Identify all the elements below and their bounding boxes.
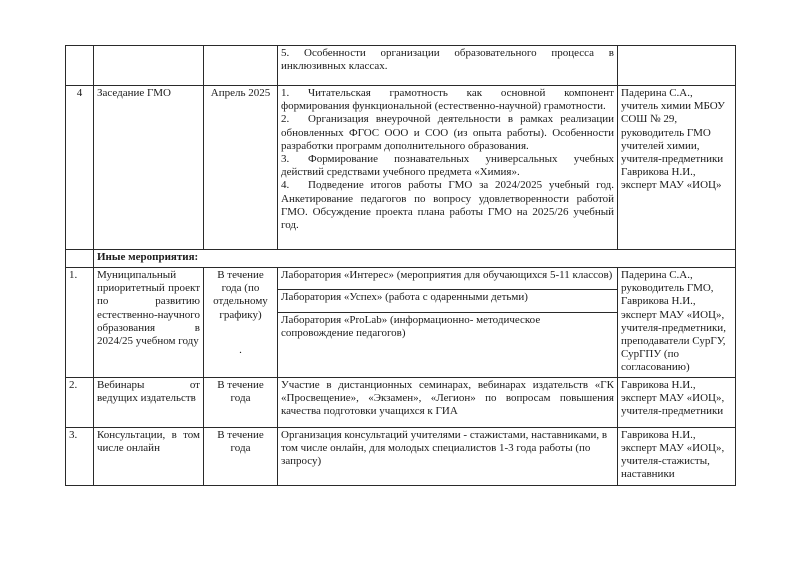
cell-consult-num: 3. [66,427,94,485]
meeting-item-2-text: Организация внеурочной деятельности в рамках реализации обновленных ФГОС ООО и СОО (из опыта работы). Особенности разработки программ дополнительного образования. [281,113,614,152]
row-meeting-4 [66,86,736,250]
cell-continuation-content: 5. Особенности организации образовательного процесса в инклюзивных классах. [278,46,618,86]
cell-lab-interes: Лаборатория «Интерес» (мероприятия для обучающихся 5-11 классов) [278,268,618,290]
row-consultations [66,427,736,485]
cell-consult-date: В течение года [204,427,278,485]
cell-meeting-num: 4 [66,86,94,250]
cell-consult-responsible: Гаврикова Н.И., эксперт МАУ «ИОЦ», учителя-стажисты, наставники [618,427,736,485]
meeting-responsible-1: Падерина С.А., учитель химии МБОУ СОШ № 29, руководитель ГМО учителей химии, учителя-предметники [621,87,725,165]
cell-lab-prolab: Лаборатория «ProLab» (информационно- методическое сопровождение педагогов) [278,312,618,377]
cell-consult-content: Организация консультаций учителями - стажистами, наставниками, в том числе онлайн, для молодых специалистов 1-3 года работы (по запросу) [278,427,618,485]
cell-webinar-num: 2. [66,377,94,427]
cell-webinar-date: В течение года [204,377,278,427]
cell-section-empty [66,250,94,268]
cell-project-responsible: Падерина С.А., руководитель ГМО, Гаврикова Н.И., эксперт МАУ «ИОЦ», учителя-предметники, преподаватели СурГУ, СурГПУ (по согласованию) [618,268,736,378]
meeting-item-1 [281,87,614,113]
cell-lab-uspekh: Лаборатория «Успех» (работа с одаренными детьми) [278,289,618,312]
meeting-item-3 [281,153,614,179]
meeting-item-3-text: Формирование познавательных универсальных учебных действий средствами учебного предмета «Химия». [281,152,614,179]
project-date-text: В течение года (по отдельному графику) [213,269,268,321]
meeting-item-1-text: Читательская грамотность как основной компонент формирования функциональной (естественно-научной) грамотности. [281,87,614,113]
cell-project-title: Муниципальный приоритетный проект по развитию естественно-научного образования в 2024/25 учебном году [94,268,204,378]
cell-meeting-responsible [618,86,736,250]
meeting-item-4-text: Подведение итогов работы ГМО за 2024/2025 учебный год. Анкетирование педагогов по вопросу удовлетворенности работой ГМО. Обсуждение проекта плана работы ГМО на 2025/26 учебный год. [281,179,614,231]
cell-section-header: Иные мероприятия: [94,250,736,268]
cell-empty-title [94,46,204,86]
row-section-header [66,250,736,268]
cell-meeting-date: Апрель 2025 [204,86,278,250]
cell-empty-responsible [618,46,736,86]
row-project-sub-1 [66,268,736,290]
cell-project-num: 1. [66,268,94,378]
cell-project-date [204,268,278,378]
cell-meeting-title: Заседание ГМО [94,86,204,250]
cell-meeting-content [278,86,618,250]
meeting-item-3-num: 3. [281,152,290,165]
cell-consult-title: Консультации, в том числе онлайн [94,427,204,485]
plan-table [65,45,736,486]
cell-webinar-responsible: Гаврикова Н.И., эксперт МАУ «ИОЦ», учителя-предметники [618,377,736,427]
cell-webinar-content: Участие в дистанционных семинарах, вебинарах издательств «ГК «Просвещение», «Экзамен», «Легион» по вопросам повышения качества подготовки учащихся к ГИА [278,377,618,427]
project-date-dot: . [239,343,242,356]
row-webinars [66,377,736,427]
meeting-item-2-num: 2. [281,113,290,126]
cell-empty-num [66,46,94,86]
cell-webinar-title: Вебинары от ведущих издательств [94,377,204,427]
meeting-item-4-num: 4. [281,179,290,192]
meeting-item-1-num: 1. [281,87,290,99]
meeting-item-2 [281,113,614,153]
row-continuation [66,46,736,86]
cell-empty-date [204,46,278,86]
meeting-responsible-2: Гаврикова Н.И., эксперт МАУ «ИОЦ» [621,166,722,192]
meeting-item-4 [281,179,614,232]
